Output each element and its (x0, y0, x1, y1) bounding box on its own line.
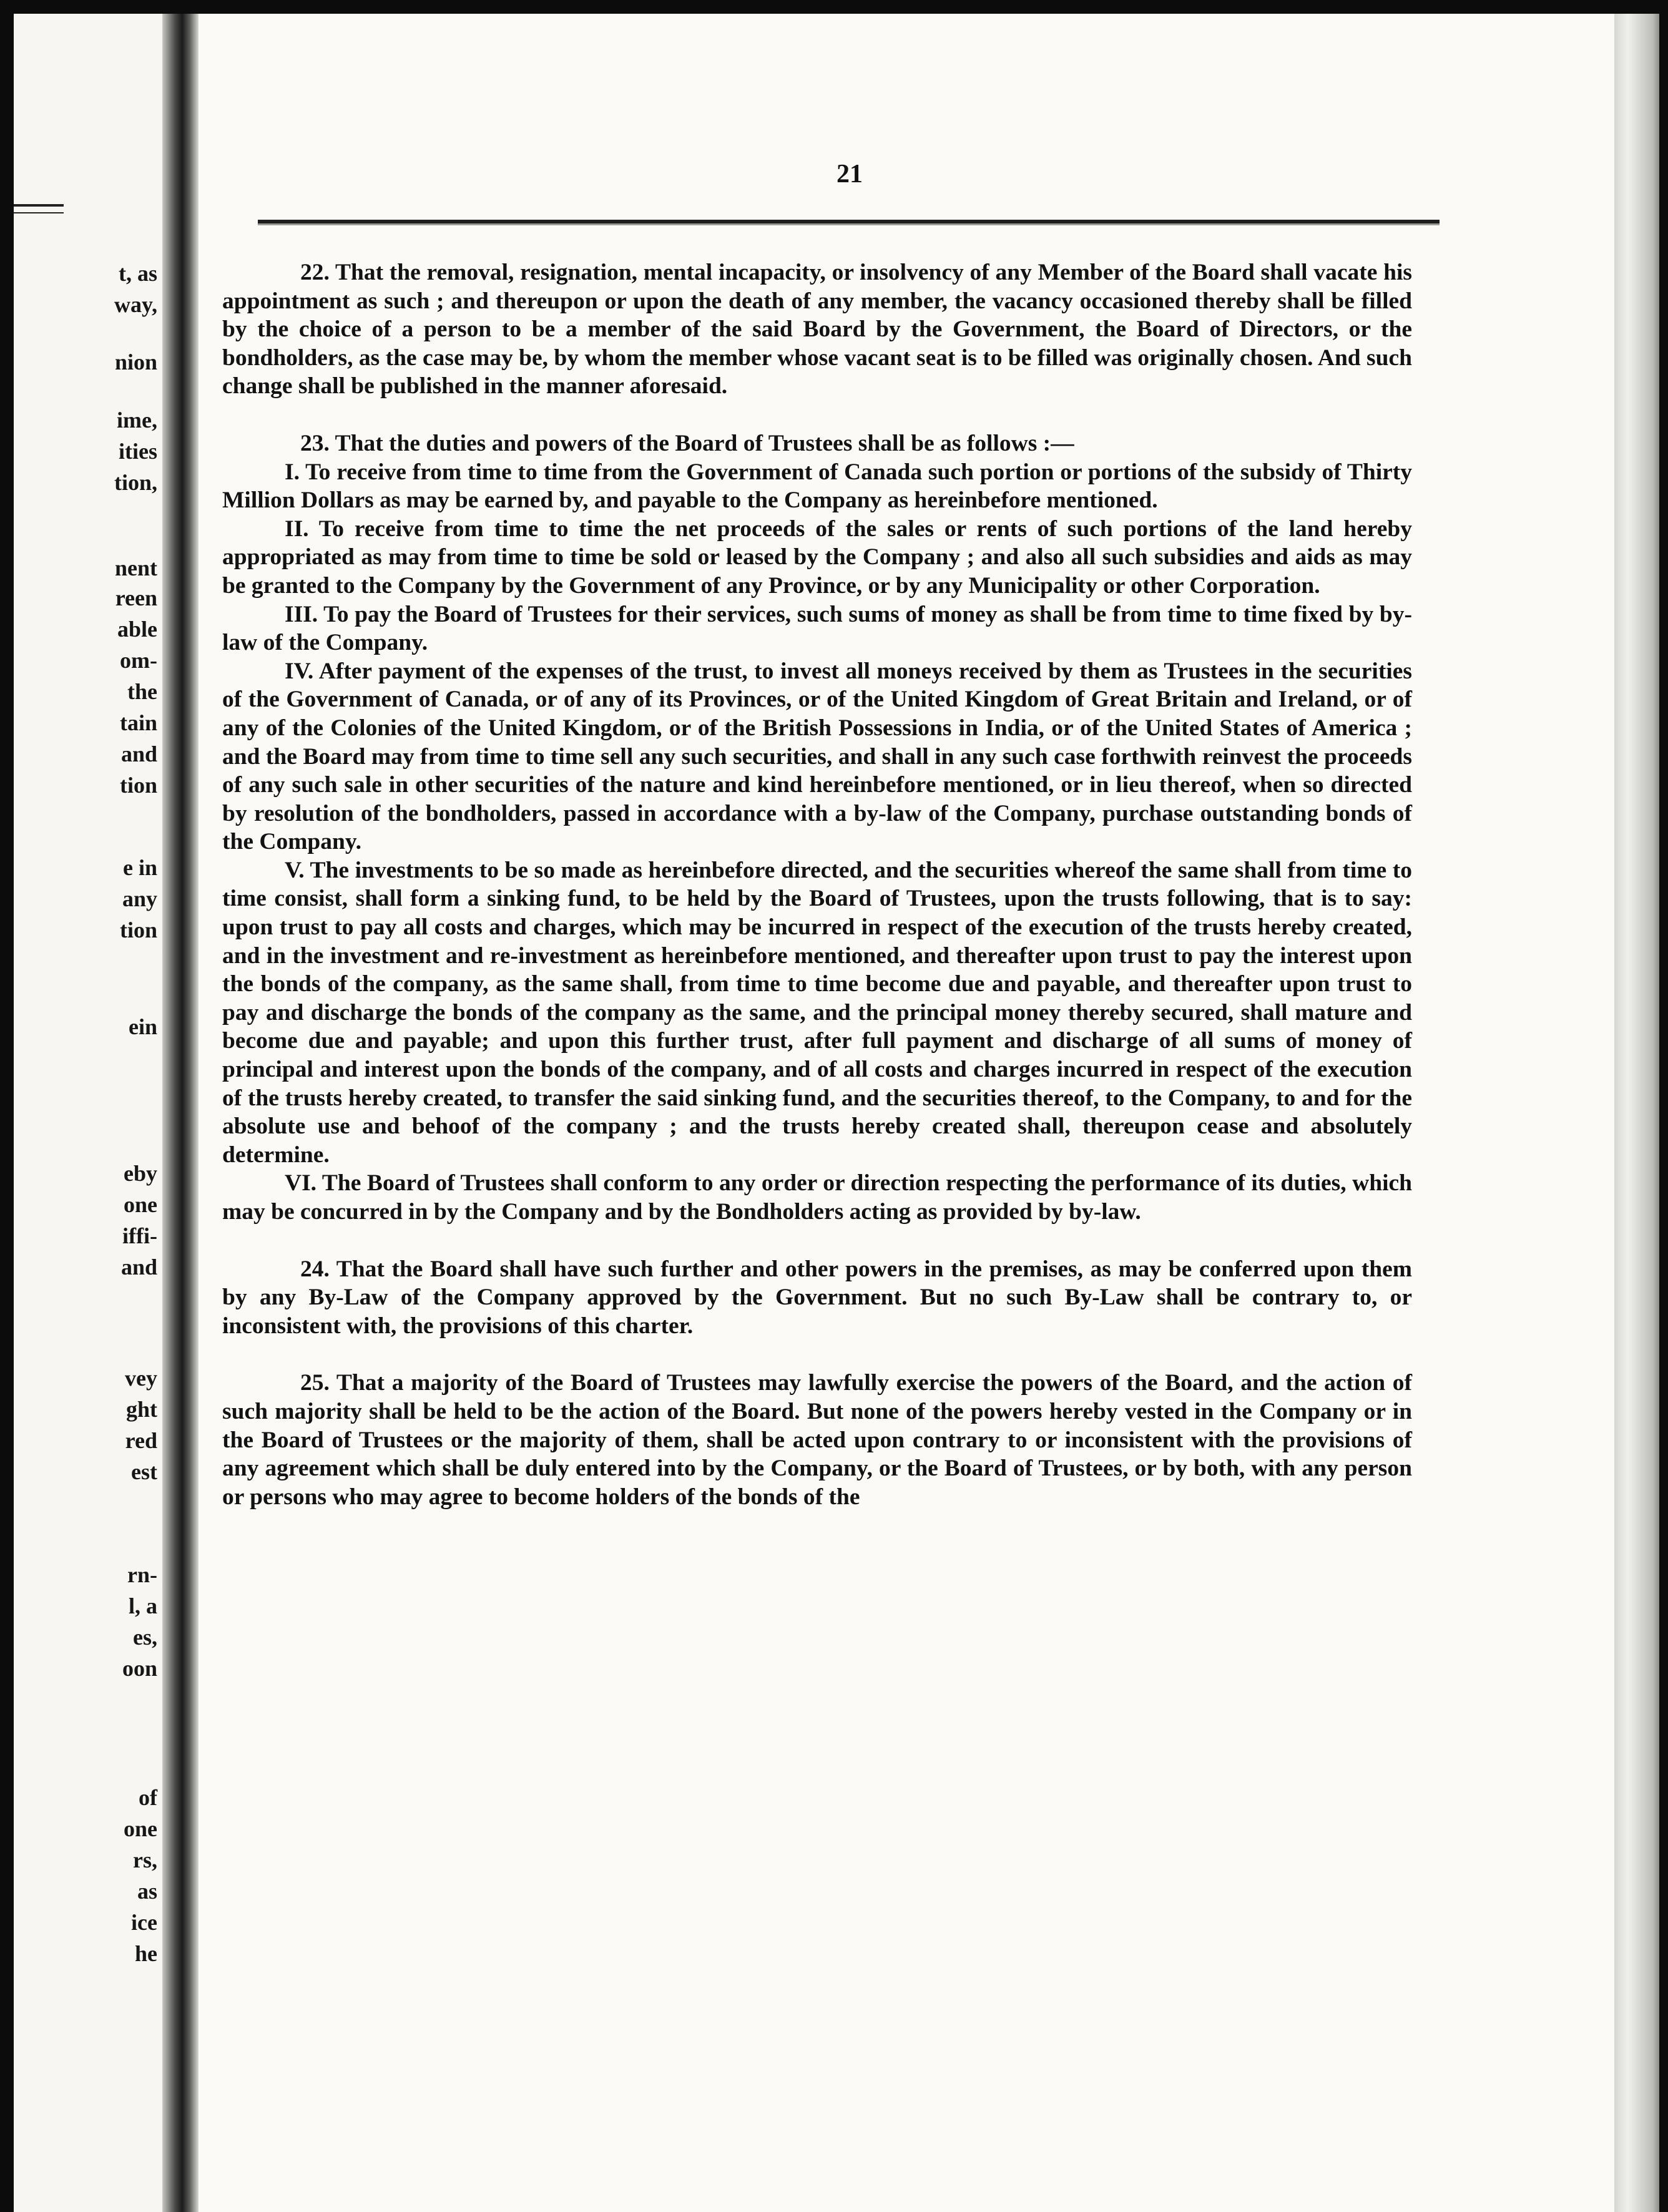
scan-border-left (0, 0, 14, 2212)
margin-fragment: vey (125, 1366, 157, 1391)
section-23-item-i: I. To receive from time to time from the Government of Canada such portion or portions of the subsidy of Thirty Million Dollars as may be earned by, and payable to the Company as hereinbefore mentioned. (222, 459, 1412, 514)
margin-fragment: est (131, 1459, 157, 1484)
margin-fragment: able (117, 617, 157, 642)
margin-fragment: red (125, 1428, 157, 1453)
scan-border-right (1659, 0, 1668, 2212)
margin-fragment: tain (119, 710, 157, 735)
margin-fragment: the (127, 679, 157, 704)
margin-fragment: he (135, 1941, 157, 1966)
page-edge-right (1614, 14, 1659, 2212)
margin-fragment: tion (119, 773, 157, 798)
margin-fragment: es, (133, 1625, 157, 1650)
margin-fragment: tion (119, 918, 157, 942)
margin-fragment: e in (122, 855, 157, 880)
margin-fragment: ein (128, 1014, 157, 1039)
margin-fragment: of (139, 1785, 157, 1810)
margin-fragment: l, a (128, 1593, 157, 1618)
margin-fragment: reen (115, 585, 157, 610)
section-23-item-v: V. The investments to be so made as hereinbefore directed, and the securities whereof the same shall from time to time consist, shall form a sinking fund, to be held by the Board of Trustees, upon the trusts following, that is to say: upon trust to pay all costs and charges, which may be incurred in respect of the execution of the trusts hereby created, and in the investment and re-investment as hereinbefore mentioned, and thereafter upon trust to pay the interest upon the bonds of the company, as the same shall, from time to time become due and payable, and thereafter upon trust to pay and discharge the bonds of the company as the same, and the principal money thereby secured, shall mature and become due and payable; and upon this further trust, after full payment and discharge of all sums of money of principal and interest upon the bonds of the company, and of all costs and charges incurred in respect of the execution of the trusts hereby created, to transfer the said sinking fund, and the securities thereof, to the Company, to and for the absolute use and behoof of the company ; and the trusts hereby created shall, thereupon cease and absolutely determine. (222, 857, 1412, 1168)
margin-fragment: t, as (119, 261, 157, 286)
section-23-item-iii: III. To pay the Board of Trustees for their services, such sums of money as shall be from time to time fixed by by-law of the Company. (222, 601, 1412, 656)
margin-fragment: eby (124, 1161, 157, 1186)
margin-fragment: one (124, 1192, 157, 1217)
margin-fragment: oon (122, 1656, 157, 1681)
margin-fragment: one (124, 1816, 157, 1841)
document-page (199, 14, 1614, 2212)
section-24: 24. That the Board shall have such further and other powers in the premises, as may be conferred upon them by any By-Law of the Company approved by the Government. But no such By-Law shall be contrary to, or inconsistent with, the provisions of this charter. (222, 1256, 1412, 1339)
section-25: 25. That a majority of the Board of Trustees may lawfully exercise the powers of the Board, and the action of such majority shall be held to be the action of the Board. But none of the powers hereby vested in the Company or in the Board of Trustees or the majority of them, shall be acted upon contrary to or inconsistent with the provisions of any agreement which shall be duly entered into by the Company, or the Board of Trustees, or by both, with any person or persons who may agree to become holders of the bonds of the (222, 1370, 1412, 1510)
section-23-item-ii: II. To receive from time to time the net proceeds of the sales or rents of such portions of the land hereby appropriated as may from time to time be sold or leased by the Company ; and also all such subsidies and aids as may be granted to the Company by the Government of any Province, or by any Municipality or other Corporation. (222, 516, 1412, 599)
section-23-item-iv: IV. After payment of the expenses of the trust, to invest all moneys received by them as Trustees in the securities of the Government of Canada, or of any of its Provinces, or of the United Kingdom of Great Britain and Ireland, or of any of the Colonies of the United Kingdom, or of the British Possessions in India, or of the United States of America ; and the Board may from time to time sell any such securities, and shall in any such case forthwith reinvest the proceeds of any such sale in other securities of the nature and kind hereinbefore mentioned, or in lieu thereof, when so directed by resolution of the bondholders, passed in accordance with a by-law of the Company, purchase outstanding bonds of the Company. (222, 658, 1412, 855)
margin-fragment: nent (114, 555, 157, 580)
margin-fragment: any (122, 886, 157, 911)
margin-fragment: iffi- (122, 1223, 157, 1248)
margin-fragment: ice (131, 1910, 157, 1935)
section-23-item-vi: VI. The Board of Trustees shall conform to any order or direction respecting the performance of its duties, which may be concurred in by the Company and by the Bondholders acting as provided by by-law. (222, 1170, 1412, 1225)
previous-page-strip (14, 14, 162, 2212)
page-number: 21 (836, 160, 863, 188)
scan-border-top (0, 0, 1668, 14)
margin-fragment: way, (114, 292, 157, 317)
book-gutter (162, 14, 199, 2212)
margin-fragment: om- (120, 648, 157, 673)
margin-fragment: ities (119, 439, 157, 464)
margin-fragment: and (120, 1255, 157, 1280)
section-22: 22. That the removal, resignation, mental incapacity, or insolvency of any Member of the Board shall vacate his appointment as such ; and thereupon or upon the death of any member, the vacancy occasioned thereby shall be filled by the choice of a person to be a member of the said Board by the Government, the Board of Directors, or the bondholders, as the case may be, by whom the member whose vacant seat is to be filled was originally chosen. And such change shall be published in the manner aforesaid. (222, 260, 1412, 399)
margin-fragment: and (120, 741, 157, 766)
margin-fragment: as (137, 1879, 157, 1904)
margin-fragment: rn- (127, 1562, 157, 1587)
previous-page-rule-thin (14, 212, 64, 213)
previous-page-rule (14, 204, 64, 207)
body-text (222, 258, 1412, 1511)
margin-fragment: tion, (114, 470, 157, 495)
margin-fragment: nion (114, 350, 157, 374)
margin-fragment: ght (125, 1397, 157, 1422)
header-rule (258, 220, 1440, 225)
section-23-heading: 23. That the duties and powers of the Board of Trustees shall be as follows :— (300, 430, 1074, 456)
margin-fragment: rs, (133, 1847, 157, 1872)
margin-fragment: ime, (117, 408, 157, 433)
